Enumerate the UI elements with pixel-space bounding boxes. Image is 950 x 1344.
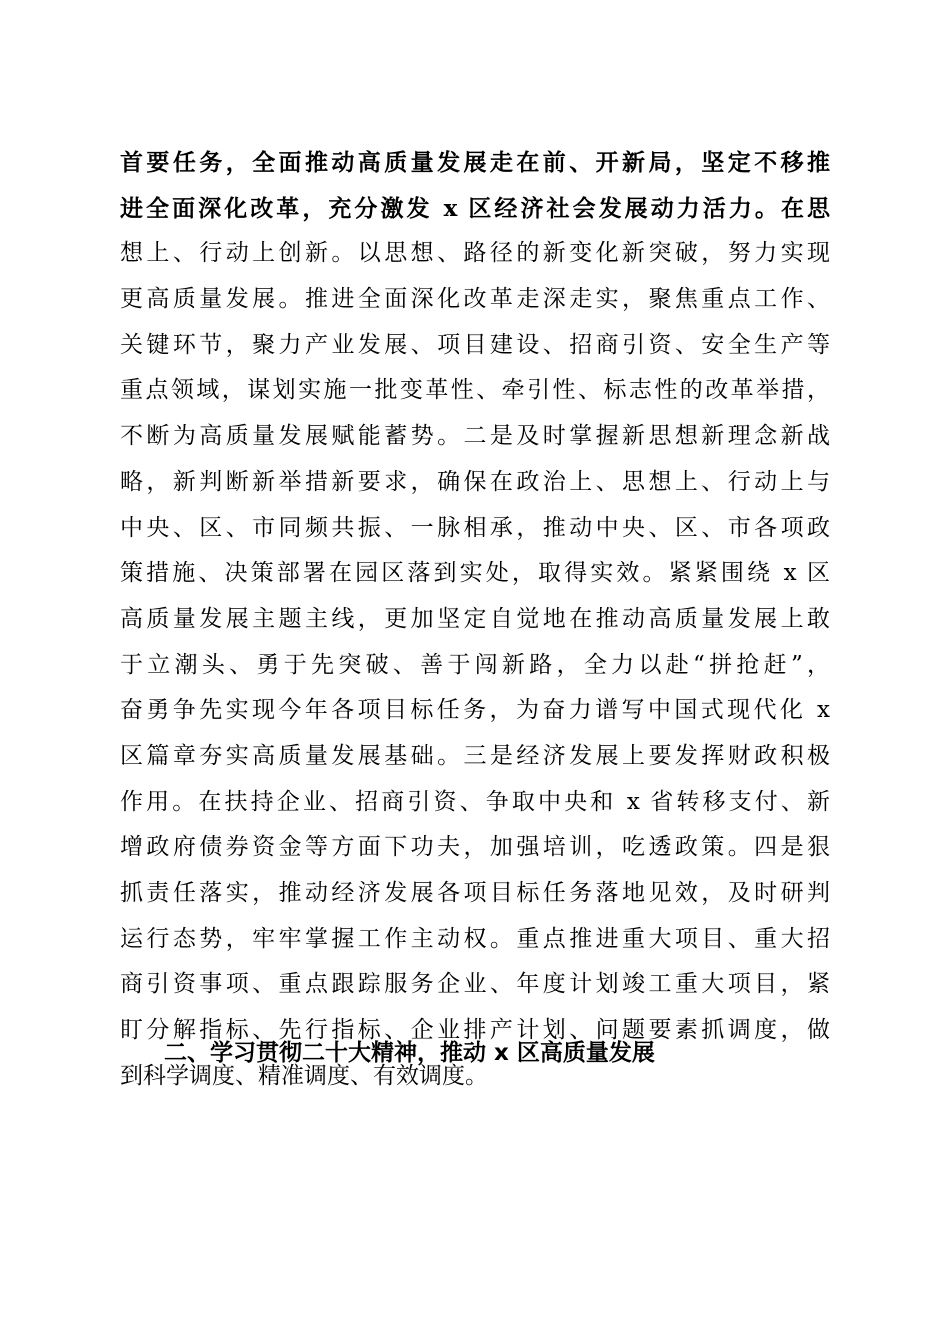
paragraph-line-11: 高质量发展主题主线，更加坚定自觉地在推动高质量发展上敢: [120, 605, 830, 632]
paragraph-line-7: 不断为高质量发展赋能蓄势。二是及时掌握新思想新理念新战: [120, 423, 830, 450]
paragraph-line-12: 于立潮头、勇于先突破、善于闯新路，全力以赴“拼抢赶”，: [120, 651, 830, 678]
body-paragraph: [120, 140, 830, 1099]
paragraph-line-5: 关键环节，聚力产业发展、项目建设、招商引资、安全生产等: [120, 331, 830, 358]
paragraph-line-17: 抓责任落实，推动经济发展各项目标任务落地见效，及时研判: [120, 880, 830, 906]
paragraph-line-8: 略，新判断新举措新要求，确保在政治上、思想上、行动上与: [120, 468, 830, 495]
paragraph-line-15: 作用。在扶持企业、招商引资、争取中央和 x 省转移支付、新: [120, 788, 830, 815]
paragraph-line-2: 进全面深化改革，充分激发 x 区经济社会发展动力活力。在思: [120, 194, 830, 222]
paragraph-line-3: 想上、行动上创新。以思想、路径的新变化新突破，努力实现: [120, 240, 830, 267]
paragraph-line-14: 区篇章夯实高质量发展基础。三是经济发展上要发挥财政积极: [120, 742, 830, 769]
paragraph-line-10: 策措施、决策部署在园区落到实处，取得实效。紧紧围绕 x 区: [120, 560, 830, 587]
paragraph-line-21: 到科学调度、精准调度、有效调度。: [120, 1062, 488, 1089]
paragraph-line-1: 首要任务，全面推动高质量发展走在前、开新局，坚定不移推: [120, 149, 830, 176]
paragraph-line-16: 增政府债券资金等方面下功夫，加强培训，吃透政策。四是狠: [120, 834, 830, 861]
paragraph-line-19: 商引资事项、重点跟踪服务企业、年度计划竣工重大项目，紧: [120, 971, 830, 998]
paragraph-line-6: 重点领域，谋划实施一批变革性、牵引性、标志性的改革举措，: [120, 377, 830, 404]
paragraph-line-9: 中央、区、市同频共振、一脉相承，推动中央、区、市各项政: [120, 514, 830, 541]
section-heading: 二、学习贯彻二十大精神，推动 x 区高质量发展: [164, 1040, 655, 1066]
paragraph-line-13: 奋勇争先实现今年各项目标任务，为奋力谱写中国式现代化 x: [120, 697, 830, 724]
paragraph-line-18: 运行态势，牢牢掌握工作主动权。重点推进重大项目、重大招: [120, 925, 830, 952]
paragraph-line-4: 更高质量发展。推进全面深化改革走深走实，聚焦重点工作、: [120, 286, 830, 313]
paragraph-line-20: 盯分解指标、先行指标、企业排产计划、问题要素抓调度，做: [120, 1017, 830, 1044]
